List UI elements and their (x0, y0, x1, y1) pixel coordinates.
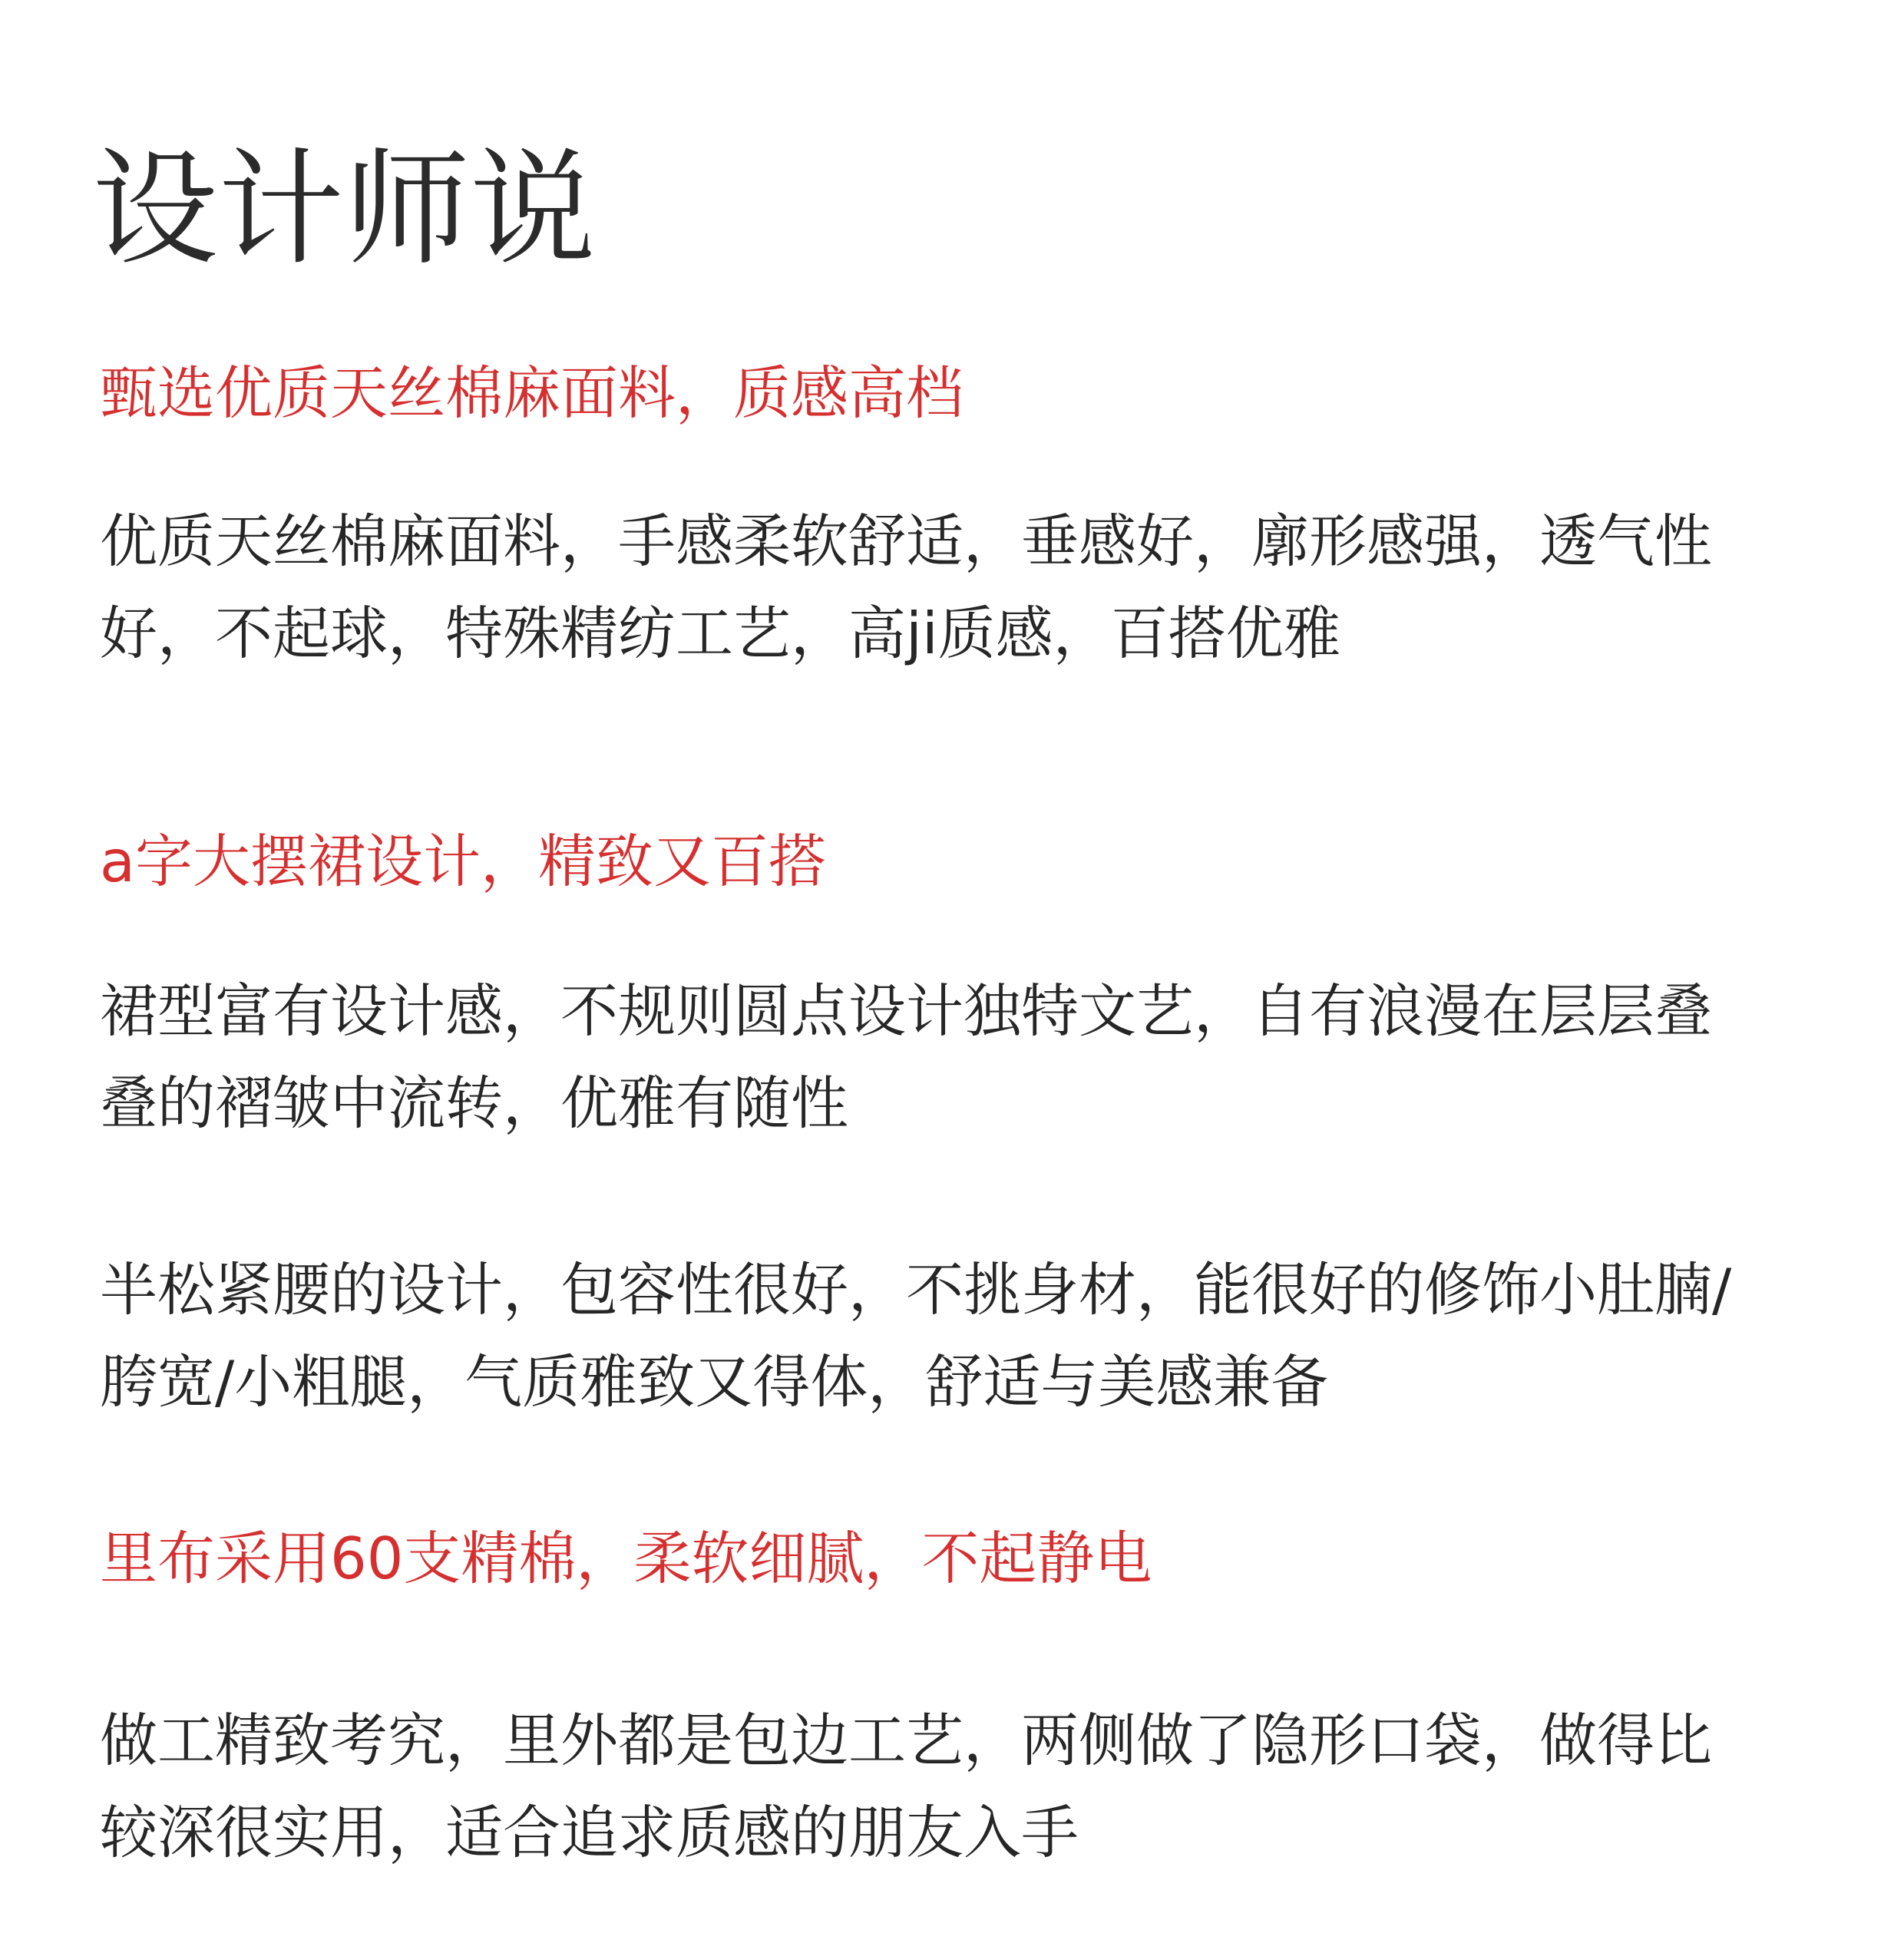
section-heading-skirt-design: a字大摆裙设计，精致又百搭 (100, 828, 826, 895)
paragraph-skirt-shape: 裙型富有设计感，不规则圆点设计独特文艺，自有浪漫在层层叠叠的褶皱中流转，优雅有随性 (100, 977, 1713, 1137)
page-title: 设计师说 (92, 136, 597, 283)
paragraph-craftsmanship: 做工精致考究，里外都是包边工艺，两侧做了隐形口袋，做得比较深很实用，适合追求质感的朋友入手 (100, 1707, 1713, 1866)
paragraph-fabric: 优质天丝棉麻面料，手感柔软舒适，垂感好，廓形感强，透气性好，不起球，特殊精纺工艺，高ji质感，百搭优雅 (100, 507, 1713, 667)
paragraph-waist-design: 半松紧腰的设计，包容性很好，不挑身材，能很好的修饰小肚腩/胯宽/小粗腿，气质雅致又得体，舒适与美感兼备 (100, 1256, 1732, 1416)
section-heading-fabric: 甄选优质天丝棉麻面料，质感高档 (100, 359, 964, 427)
section-heading-lining: 里布采用60支精棉，柔软细腻，不起静电 (100, 1525, 1152, 1592)
